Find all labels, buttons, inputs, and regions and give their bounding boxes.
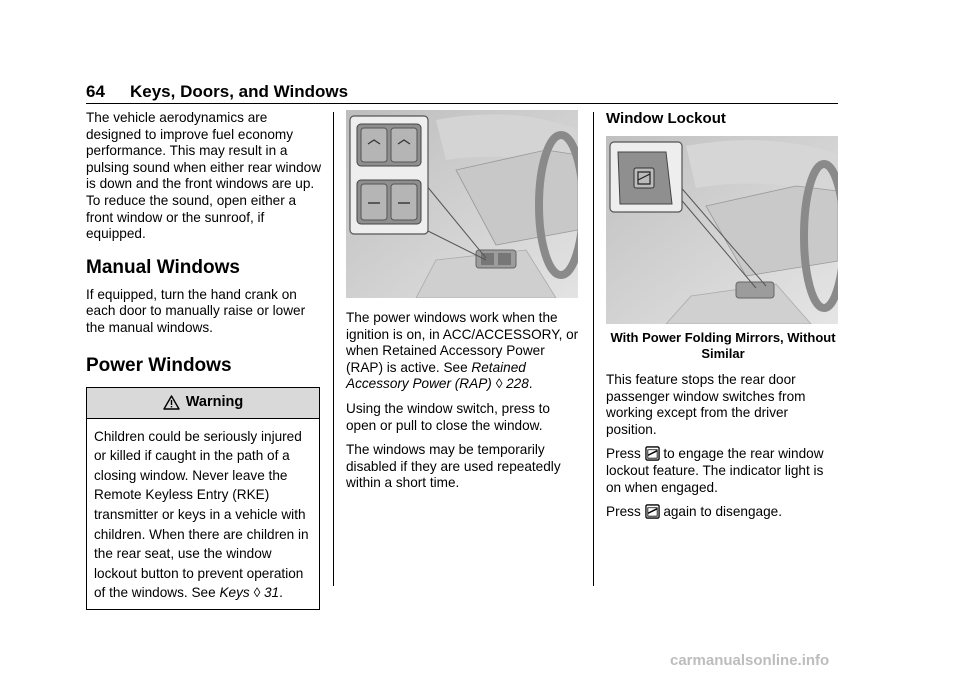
column-3 [606, 110, 840, 529]
header-rule [86, 103, 838, 104]
warning-label: Warning [185, 394, 244, 411]
lockout-description: This feature stops the rear door passenger window switches from working except from the driver position. [606, 372, 806, 437]
disengage-text: again to disengage. [663, 504, 782, 520]
p1-end: . [528, 376, 533, 392]
intro-paragraph: The vehicle aerodynamics are designed to improve fuel economy performance. This may result in a pulsing sound when either rear window is down and the front windows are up. To reduce the sound, open either a front window or the sunroof, if equipped. [86, 110, 322, 242]
manual-windows-text: If equipped, turn the hand crank on each door to manually raise or lower the manual windows. [86, 286, 306, 335]
switch-usage-text: Using the window switch, press to open or pull to close the window. [346, 400, 550, 433]
warning-ref-link[interactable]: Keys [219, 585, 250, 601]
illustration-caption: With Power Folding Mirrors, Without Similar [610, 330, 836, 361]
column-2 [346, 110, 580, 500]
press-label-2: Press [606, 504, 641, 520]
engage-text: to engage the rear window lockout feature. The indicator light is on when engaged. [606, 446, 824, 495]
column-divider-1 [333, 112, 334, 586]
window-lockout-icon-2 [645, 504, 660, 519]
warning-text: Children could be seriously injured or killed if caught in the path of a closing window. Never leave the Remote Keyless Entry (RKE) transmitter or keys in a vehicle with children. When there are children in the rear seat, use the window lockout button to prevent operation of the windows. See [94, 428, 309, 601]
power-window-switch-illustration [346, 110, 578, 298]
page-ref-symbol-2: ◊ [495, 376, 503, 392]
warning-ref-page[interactable]: 31 [263, 585, 280, 601]
press-label-1: Press [606, 446, 641, 462]
section-title: Keys, Doors, and Windows [130, 82, 349, 101]
column-divider-2 [593, 112, 594, 586]
rap-ref-page[interactable]: 228 [506, 376, 529, 392]
warning-header [87, 388, 319, 419]
watermark: carmanualsonline.info [670, 652, 830, 669]
page-header [86, 82, 348, 102]
power-windows-heading: Power Windows [86, 354, 232, 376]
page-number: 64 [86, 82, 105, 101]
temporary-disable-text: The windows may be temporarily disabled if they are used repeatedly within a short time. [346, 442, 561, 491]
warning-body [87, 419, 319, 609]
window-lockout-heading: Window Lockout [606, 110, 726, 127]
rap-ref-link[interactable]: Retained Accessory Power (RAP) [346, 359, 526, 392]
column-1 [86, 110, 322, 610]
warning-end: . [279, 585, 283, 601]
window-lockout-icon [645, 446, 660, 461]
window-lockout-illustration [606, 136, 838, 324]
manual-windows-heading: Manual Windows [86, 256, 240, 278]
warning-box [86, 387, 320, 610]
page-ref-symbol: ◊ [253, 585, 261, 601]
warning-triangle-icon [163, 395, 180, 410]
power-windows-text: The power windows work when the ignition is on, in ACC/ACCESSORY, or when Retained Accessory Power (RAP) is active. See [346, 310, 579, 375]
